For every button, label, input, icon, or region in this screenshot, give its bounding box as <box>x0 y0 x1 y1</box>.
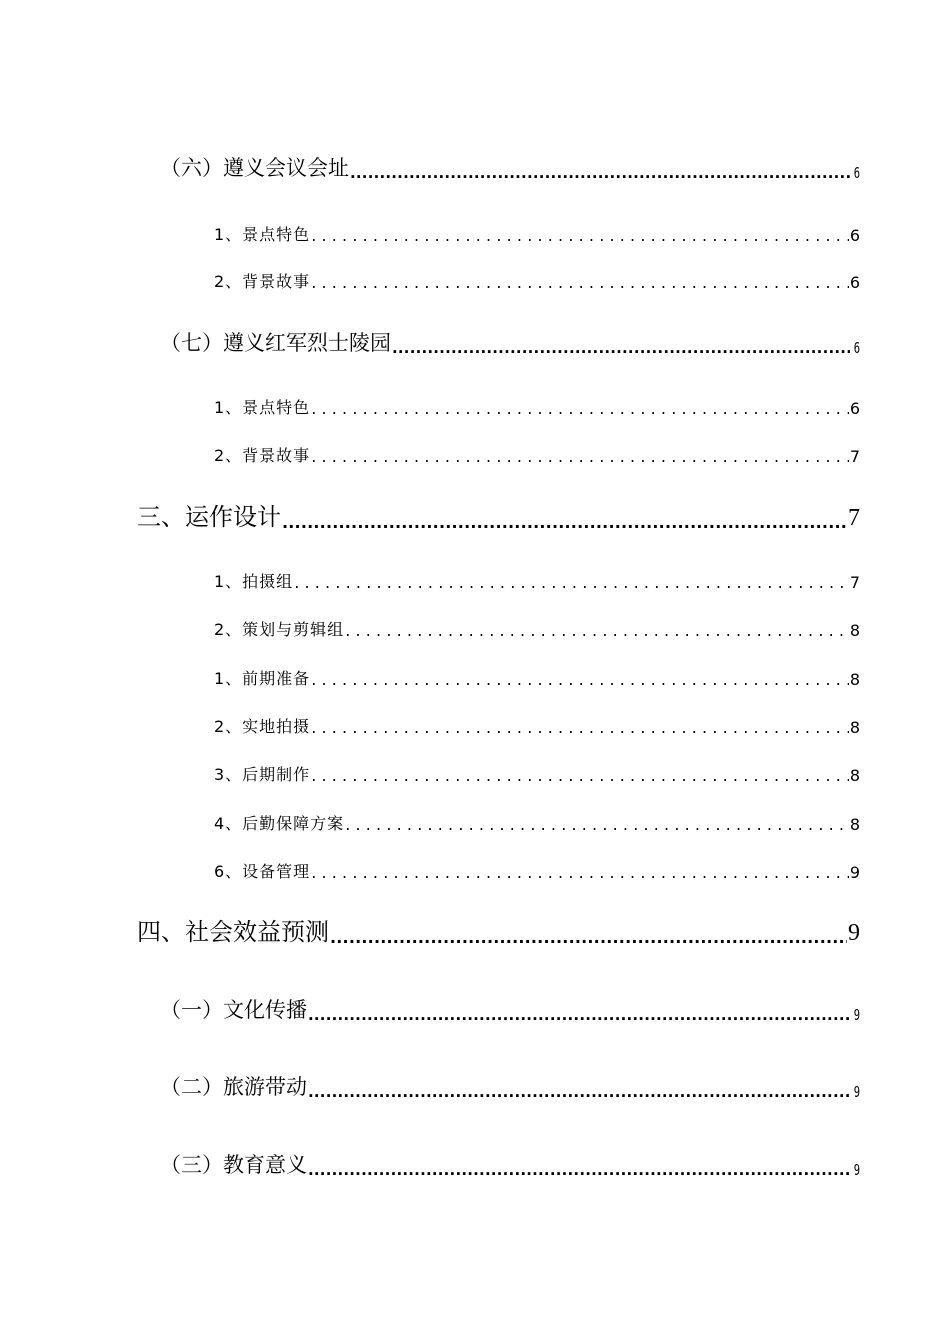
toc-entry[interactable] <box>137 500 860 532</box>
toc-page-number: 8 <box>849 815 860 834</box>
toc-entry[interactable] <box>137 915 860 947</box>
toc-entry-label: 四、社会效益预测 <box>137 918 329 946</box>
toc-entry-label: 1、景点特色 <box>214 225 311 244</box>
dot-leader <box>392 339 850 357</box>
toc-entry[interactable] <box>160 1071 860 1101</box>
toc-entry[interactable] <box>214 396 860 418</box>
toc-entry-label: 2、背景故事 <box>214 272 311 291</box>
toc-page-number: 6 <box>849 273 860 292</box>
toc-entry-label: （七）遵义红军烈士陵园 <box>160 331 391 355</box>
toc-page-number: 8 <box>849 621 860 640</box>
toc-page-number: 8 <box>849 718 860 737</box>
toc-page-number: 6 <box>849 399 860 418</box>
toc-entry-label: 2、实地拍摄 <box>214 717 311 736</box>
toc-entry[interactable] <box>160 152 860 182</box>
toc-entry[interactable] <box>214 270 860 292</box>
toc-entry-label: 三、运作设计 <box>137 503 281 531</box>
toc-entry-label: 1、景点特色 <box>214 398 311 417</box>
toc-entry[interactable] <box>214 715 860 737</box>
toc-entry-label: 4、后勤保障方案 <box>214 814 345 833</box>
toc-page-number: 9 <box>849 863 860 882</box>
dot-leader <box>311 400 849 418</box>
dot-leader <box>294 574 849 592</box>
toc-page-number: 7 <box>849 447 860 466</box>
dot-leader <box>308 1161 850 1179</box>
toc-entry[interactable] <box>214 763 860 785</box>
dot-leader <box>308 1083 850 1101</box>
toc-entry[interactable] <box>214 223 860 245</box>
toc-entry-label: （一）文化传播 <box>160 998 307 1022</box>
toc-entry[interactable] <box>214 618 860 640</box>
toc-page-number: 9 <box>853 1161 860 1179</box>
toc-page-number: 8 <box>849 670 860 689</box>
toc-page-number: 6 <box>853 339 860 357</box>
dot-leader <box>282 514 847 532</box>
toc-entry-label: 2、策划与剪辑组 <box>214 620 345 639</box>
toc-entry-label: 2、背景故事 <box>214 446 311 465</box>
toc-page-number: 7 <box>848 505 860 531</box>
toc-entry-label: 1、前期准备 <box>214 669 311 688</box>
toc-entry[interactable] <box>160 1149 860 1179</box>
toc-entry[interactable] <box>214 570 860 592</box>
dot-leader <box>311 864 849 882</box>
toc-entry-label: （六）遵义会议会址 <box>160 156 349 180</box>
toc-page-number: 8 <box>849 766 860 785</box>
toc-entry-label: （二）旅游带动 <box>160 1075 307 1099</box>
toc-entry[interactable] <box>214 812 860 834</box>
dot-leader <box>311 767 849 785</box>
dot-leader <box>311 719 849 737</box>
toc-page-number: 9 <box>853 1083 860 1101</box>
toc-entry[interactable] <box>160 994 860 1024</box>
toc-entry-label: 1、拍摄组 <box>214 572 294 591</box>
toc-entry-label: （三）教育意义 <box>160 1153 307 1177</box>
toc-page-number: 6 <box>849 226 860 245</box>
toc-entry-label: 6、设备管理 <box>214 862 311 881</box>
toc-page-number: 6 <box>853 164 860 182</box>
toc-page-number: 7 <box>849 573 860 592</box>
toc-entry[interactable] <box>214 860 860 882</box>
toc-entry[interactable] <box>214 444 860 466</box>
toc-page-number: 9 <box>848 920 860 946</box>
dot-leader <box>330 929 847 947</box>
toc-entry[interactable] <box>214 667 860 689</box>
dot-leader <box>308 1006 850 1024</box>
dot-leader <box>345 816 849 834</box>
toc-entry-label: 3、后期制作 <box>214 765 311 784</box>
dot-leader <box>311 227 849 245</box>
dot-leader <box>311 274 849 292</box>
toc-page-number: 9 <box>853 1006 860 1024</box>
dot-leader <box>345 622 849 640</box>
dot-leader <box>350 164 850 182</box>
dot-leader <box>311 671 849 689</box>
dot-leader <box>311 448 849 466</box>
toc-entry[interactable] <box>160 327 860 357</box>
